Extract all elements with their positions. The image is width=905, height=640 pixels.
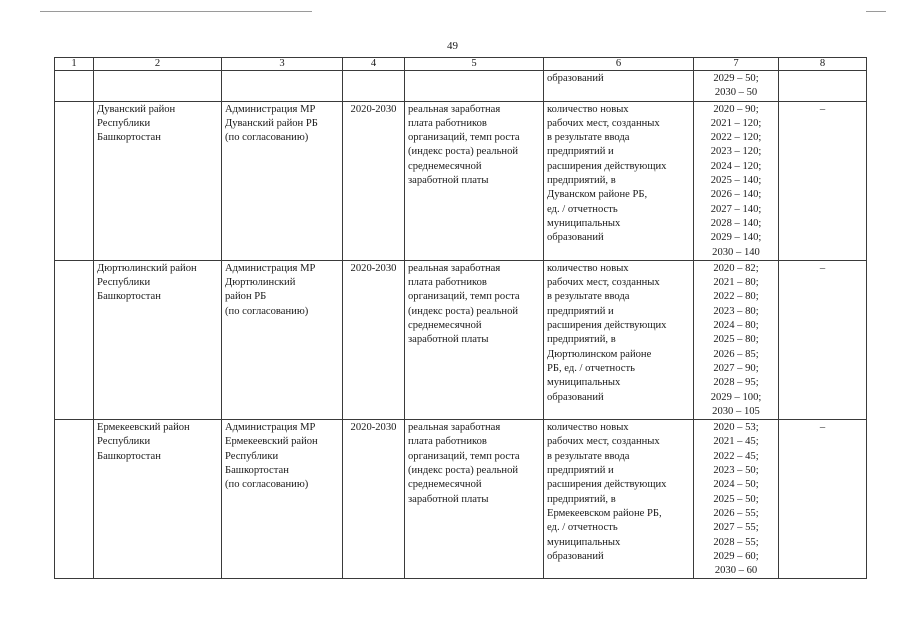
cell-number	[55, 260, 94, 419]
column-header: 3	[222, 58, 343, 71]
cell-territory: Дюртюлинский район Республики Башкортостан	[94, 260, 222, 419]
cell-indicator: реальная заработная плата работников организаций, темп роста (индекс роста) реальной среднемесячной заработной платы	[405, 101, 544, 260]
cell-measure: количество новых рабочих мест, созданных в результате ввода предприятий и расширения действующих предприятий, в Ермекеевском районе РБ, ед. / отчетность муниципальных образований	[544, 420, 694, 579]
cell-values: 2020 – 53; 2021 – 45; 2022 – 45; 2023 – 50; 2024 – 50; 2025 – 50; 2026 – 55; 2027 – 55; 2028 – 55; 2029 – 60; 2030 – 60	[694, 420, 779, 579]
cell-territory: Ермекеевский район Республики Башкортостан	[94, 420, 222, 579]
data-table	[54, 57, 867, 579]
cell-number	[55, 101, 94, 260]
cell-number	[55, 420, 94, 579]
cell-territory: Дуванский район Республики Башкортостан	[94, 101, 222, 260]
header-rule-left	[40, 11, 312, 12]
column-header: 2	[94, 58, 222, 71]
column-header: 8	[779, 58, 867, 71]
cell-executor: Администрация МР Дюртюлинский район РБ (по согласованию)	[222, 260, 343, 419]
table-row	[55, 420, 867, 579]
cell-indicator	[405, 71, 544, 102]
table-row	[55, 260, 867, 419]
cell-executor	[222, 71, 343, 102]
column-header: 4	[343, 58, 405, 71]
table-header-row	[55, 58, 867, 71]
cell-note: –	[779, 101, 867, 260]
page-number: 49	[447, 40, 458, 52]
column-header: 5	[405, 58, 544, 71]
column-header: 1	[55, 58, 94, 71]
cell-period: 2020-2030	[343, 260, 405, 419]
cell-indicator: реальная заработная плата работников организаций, темп роста (индекс роста) реальной среднемесячной заработной платы	[405, 420, 544, 579]
cell-values: 2029 – 50; 2030 – 50	[694, 71, 779, 102]
cell-measure: количество новых рабочих мест, созданных в результате ввода предприятий и расширения действующих предприятий, в Дуванском районе РБ, ед. / отчетность муниципальных образований	[544, 101, 694, 260]
cell-territory	[94, 71, 222, 102]
cell-indicator: реальная заработная плата работников организаций, темп роста (индекс роста) реальной среднемесячной заработной платы	[405, 260, 544, 419]
cell-executor: Администрация МР Дуванский район РБ (по согласованию)	[222, 101, 343, 260]
column-header: 6	[544, 58, 694, 71]
cell-note: –	[779, 260, 867, 419]
cell-measure: количество новых рабочих мест, созданных в результате ввода предприятий и расширения действующих предприятий, в Дюртюлинском районе РБ, ед. / отчетность муниципальных образований	[544, 260, 694, 419]
table-row	[55, 101, 867, 260]
cell-number	[55, 71, 94, 102]
cell-note	[779, 71, 867, 102]
cell-values: 2020 – 82; 2021 – 80; 2022 – 80; 2023 – 80; 2024 – 80; 2025 – 80; 2026 – 85; 2027 – 90; 2028 – 95; 2029 – 100; 2030 – 105	[694, 260, 779, 419]
cell-measure: образований	[544, 71, 694, 102]
column-header: 7	[694, 58, 779, 71]
cell-period: 2020-2030	[343, 101, 405, 260]
cell-period	[343, 71, 405, 102]
cell-executor: Администрация МР Ермекеевский район Республики Башкортостан (по согласованию)	[222, 420, 343, 579]
cell-note: –	[779, 420, 867, 579]
table-row-continuation	[55, 71, 867, 102]
cell-values: 2020 – 90; 2021 – 120; 2022 – 120; 2023 – 120; 2024 – 120; 2025 – 140; 2026 – 140; 2027 – 140; 2028 – 140; 2029 – 140; 2030 – 140	[694, 101, 779, 260]
header-rule-right	[866, 11, 886, 12]
cell-period: 2020-2030	[343, 420, 405, 579]
